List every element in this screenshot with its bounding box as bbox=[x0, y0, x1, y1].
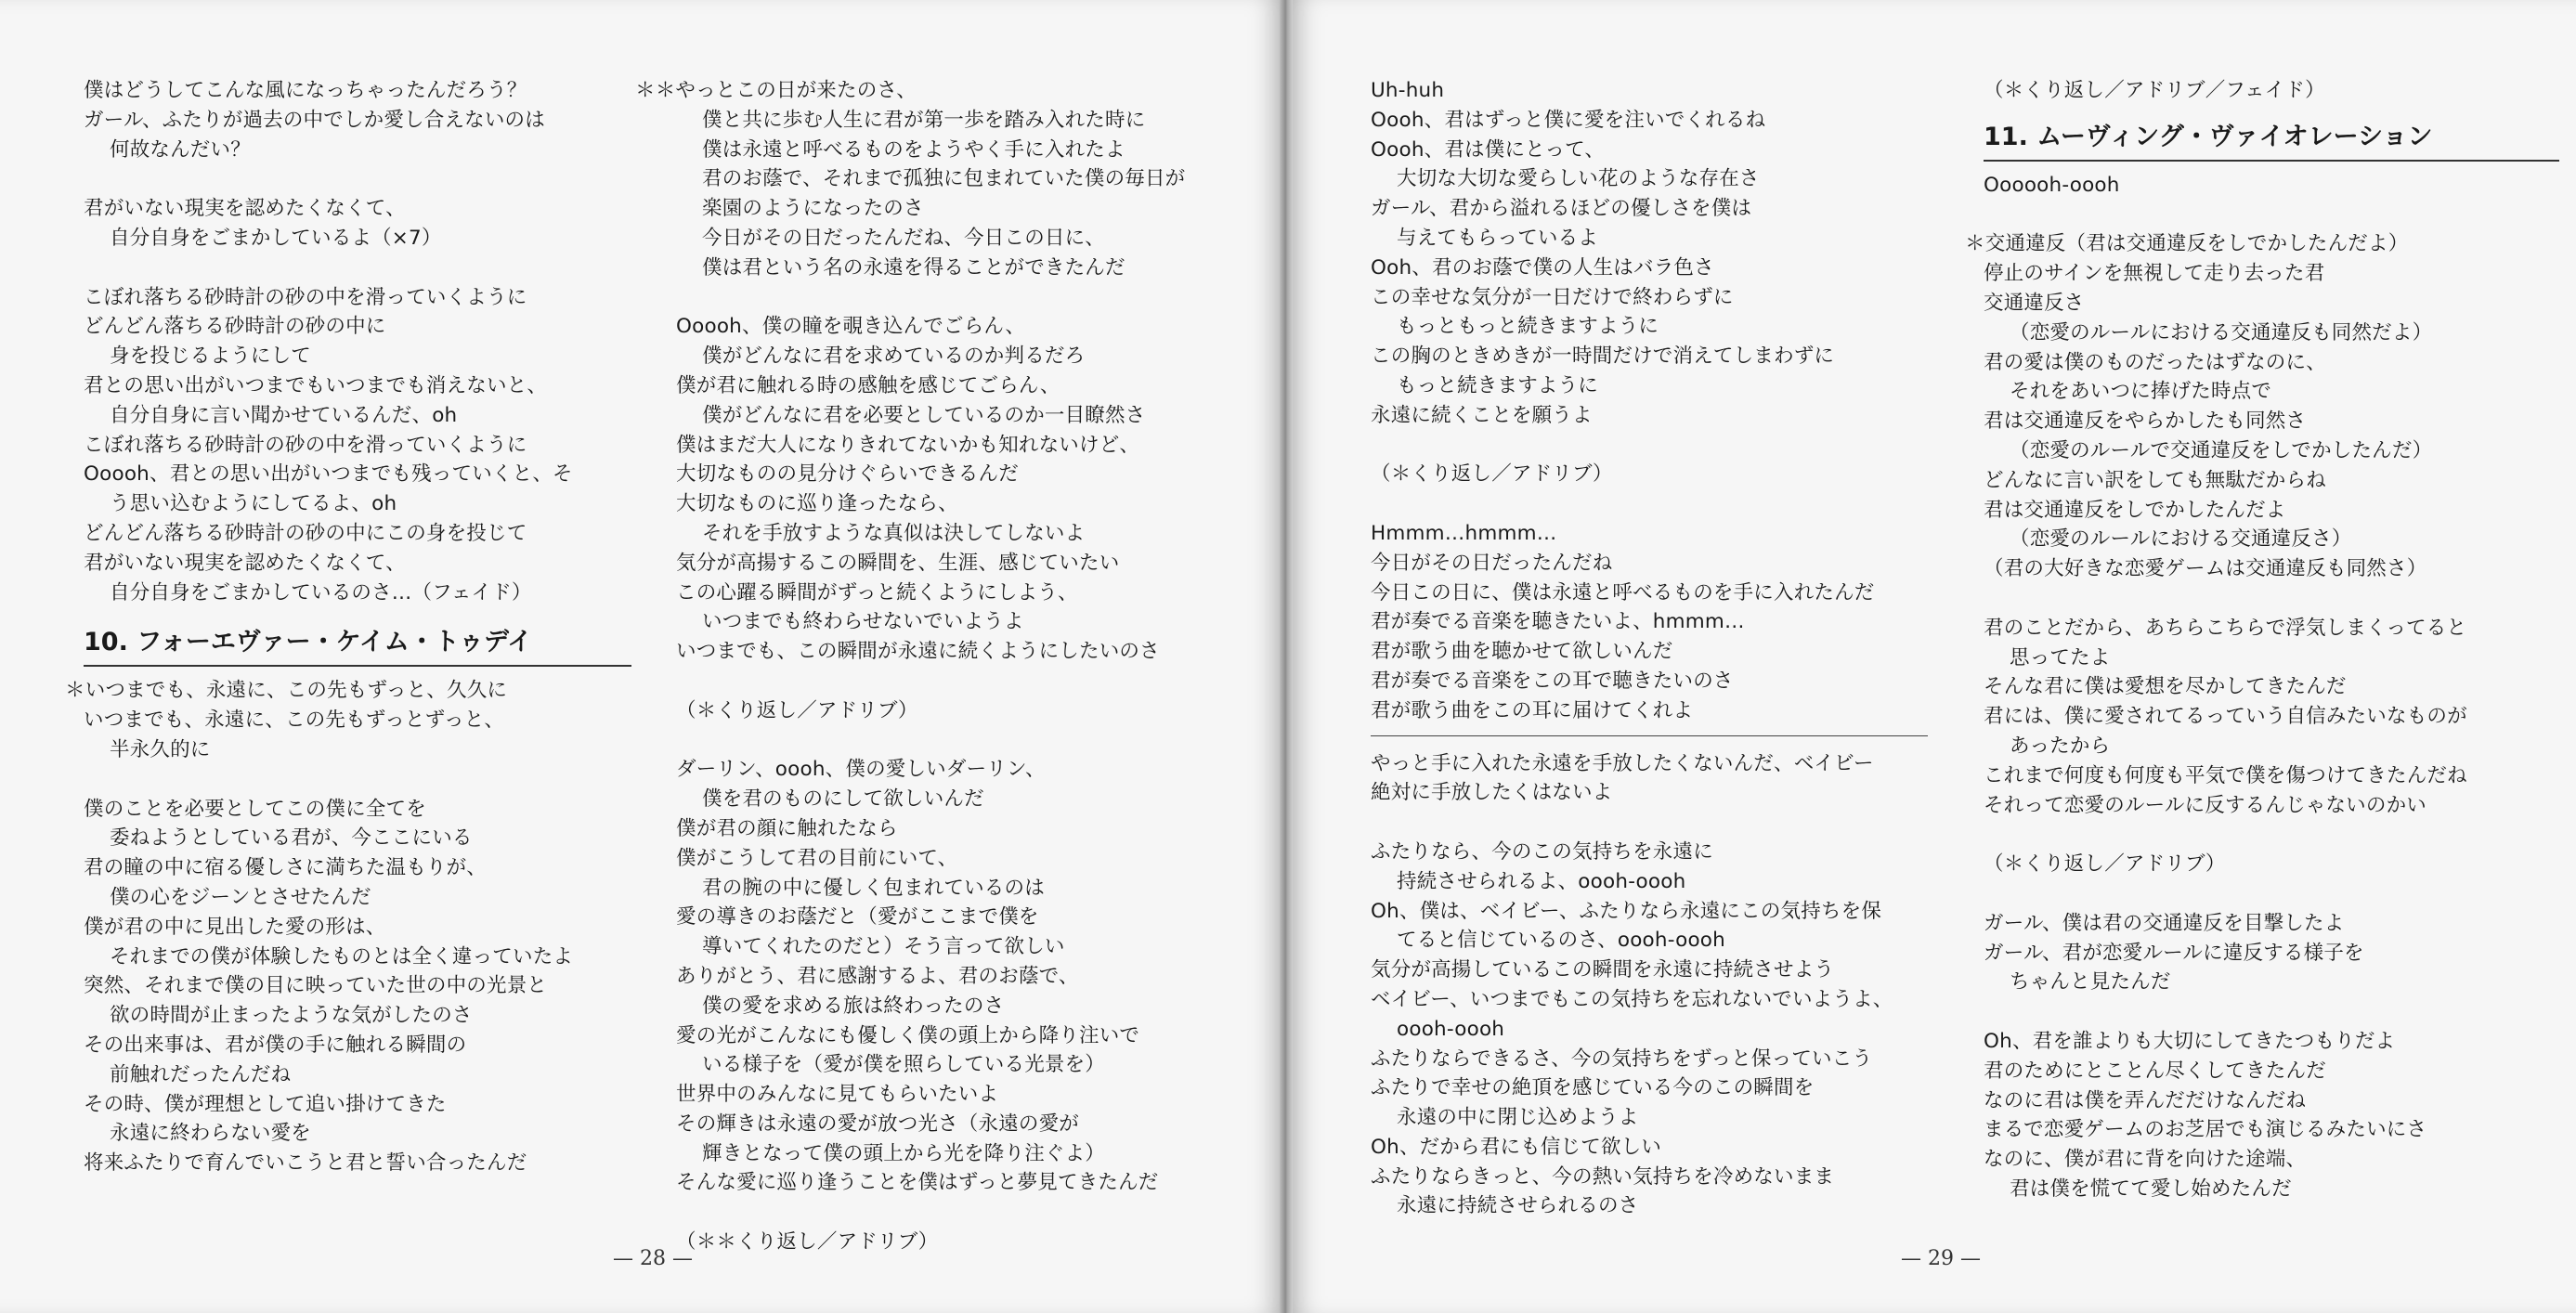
lyric-line: ＊交通違反（君は交通違反をしでかしたんだよ） bbox=[1965, 232, 2409, 256]
lyric-line: いつまでも、この瞬間が永遠に続くようにしたいのさ bbox=[676, 640, 1160, 664]
blank-line bbox=[676, 726, 1252, 756]
lyric-line: Hmmm…hmmm… bbox=[1371, 521, 1557, 545]
blank-line bbox=[676, 667, 1252, 696]
lyric-line: 半永久的に bbox=[110, 737, 211, 761]
blank-line bbox=[1371, 431, 1928, 461]
lyric-line: （恋愛のルールにおける交通違反も同然だよ） bbox=[2010, 320, 2433, 344]
lyric-line: それまでの僕が体験したものとは全く違っていたよ bbox=[110, 944, 574, 968]
lyric-line: なのに、僕が君に背を向けた途端、 bbox=[1984, 1148, 2307, 1172]
lyric-line: てると信じているのさ、oooh-oooh bbox=[1397, 929, 1725, 953]
lyric-line: Oh、僕は、ベイビー、ふたりなら永遠にこの気持ちを保 bbox=[1371, 899, 1882, 923]
lyric-line: 交通違反さ bbox=[1984, 291, 2085, 315]
lyric-line: こぼれ落ちる砂時計の砂の中を滑っていくように bbox=[84, 433, 527, 457]
lyric-line: Oh、君を誰よりも大切にしてきたつもりだよ bbox=[1984, 1029, 2396, 1053]
lyric-line: 僕がこうして君の目前にいて、 bbox=[676, 846, 958, 870]
lyric-line: 僕がどんなに君を求めているのか判るだろ bbox=[702, 344, 1086, 369]
song-heading-10: 10. フォーエヴァー・ケイム・トゥデイ bbox=[84, 624, 631, 667]
section-divider bbox=[1371, 735, 1928, 736]
page-number: — 29 — bbox=[1901, 1247, 1981, 1270]
lyric-line: ガール、君が恋愛ルールに違反する様子を bbox=[1984, 941, 2364, 965]
lyric-line: もっと続きますように bbox=[1397, 373, 1599, 397]
lyric-line: この胸のときめきが一時間だけで消えてしまわずに bbox=[1371, 344, 1835, 369]
lyric-line: こぼれ落ちる砂時計の砂の中を滑っていくように bbox=[84, 285, 527, 309]
lyric-line: ふたりで幸せの絶頂を感じている今のこの瞬間を bbox=[1371, 1076, 1815, 1100]
lyric-line: あったから bbox=[2010, 734, 2111, 758]
lyric-line: （＊くり返し／アドリブ／フェイド） bbox=[1984, 79, 2325, 102]
lyric-line: 永遠の中に閉じ込めようよ bbox=[1397, 1106, 1639, 1130]
lyric-line: 僕が君の顔に触れたなら bbox=[676, 816, 898, 840]
page-number: — 28 — bbox=[613, 1247, 693, 1270]
column-1 bbox=[65, 76, 631, 1178]
lyric-line: 大切なものの見分けぐらいできるんだ bbox=[676, 462, 1019, 487]
lyric-line: それって恋愛のルールに反するんじゃないのかい bbox=[1984, 793, 2426, 817]
lyric-line: 僕のことを必要としてこの僕に全てを bbox=[84, 797, 426, 821]
lyric-line: 僕が君の中に見出した愛の形は、 bbox=[84, 915, 386, 939]
lyric-line: そんな愛に巡り逢うことを僕はずっと夢見てきたんだ bbox=[676, 1171, 1159, 1195]
lyric-line: 君の愛は僕のものだったはずなのに、 bbox=[1984, 350, 2326, 374]
lyric-line: 愛の導きのお蔭だと（愛がここまで僕を bbox=[676, 905, 1039, 930]
lyric-line: この心躍る瞬間がずっと続くようにしよう、 bbox=[676, 580, 1078, 604]
lyric-line: 委ねようとしている君が、今ここにいる bbox=[110, 826, 473, 851]
lyric-line: （恋愛のルールで交通違反をしでかしたんだ） bbox=[2010, 438, 2433, 462]
lyric-line: ＊いつまでも、永遠に、この先もずっと、久久に bbox=[65, 679, 508, 703]
lyric-line: 僕がどんなに君を必要としているのか一目瞭然さ bbox=[702, 403, 1146, 427]
lyric-line: いつまでも、永遠に、この先もずっとずっと、 bbox=[84, 708, 505, 733]
lyric-line: どんなに言い訳をしても無駄だからね bbox=[1984, 468, 2326, 492]
lyric-line: ガール、ふたりが過去の中でしか愛し合えないのは bbox=[84, 108, 545, 132]
column-2 bbox=[635, 76, 1252, 1257]
lyric-line: 今日この日に、僕は永遠と呼べるものを手に入れたんだ bbox=[1371, 580, 1875, 604]
lyric-line: 大切な大切な愛らしい花のような存在さ bbox=[1397, 167, 1760, 191]
blank-line bbox=[1984, 584, 2559, 614]
lyric-line: 自分自身をごまかしているのさ…（フェイド） bbox=[110, 580, 532, 604]
lyric-line: どんどん落ちる砂時計の砂の中にこの身を投じて bbox=[84, 521, 527, 545]
blank-line bbox=[676, 1198, 1252, 1228]
lyric-line: Oooh、君は僕にとって、 bbox=[1371, 137, 1606, 162]
lyric-line: 君のためにとことん尽くしてきたんだ bbox=[1984, 1059, 2326, 1083]
lyric-line: 君のことだから、あちらこちらで浮気しまくってると bbox=[1984, 616, 2467, 640]
lyric-line: まるで恋愛ゲームのお芝居でも演じるみたいにさ bbox=[1984, 1118, 2427, 1142]
lyric-line: （＊くり返し／アドリブ） bbox=[676, 698, 918, 722]
lyric-line: 僕はどうしてこんな風になっちゃったんだろう？ bbox=[84, 79, 527, 102]
lyric-line: どんどん落ちる砂時計の砂の中に bbox=[84, 315, 386, 339]
lyric-line: 君が歌う曲をこの耳に届けてくれよ bbox=[1371, 698, 1694, 722]
lyric-line: そんな君に僕は愛想を尽かしてきたんだ bbox=[1984, 675, 2347, 699]
lyric-line: 欲の時間が止まったような気がしたのさ bbox=[110, 1004, 473, 1028]
right-page bbox=[1293, 0, 2576, 1313]
lyric-line: （君の大好きな恋愛ゲームは交通違反も同然さ） bbox=[1984, 557, 2427, 581]
lyric-line: う思い込むようにしてるよ、oh bbox=[110, 492, 397, 516]
lyric-line: 君のお蔭で、それまで孤独に包まれていた僕の毎日が bbox=[702, 167, 1186, 191]
lyric-line: それをあいつに捧げた時点で bbox=[2010, 380, 2272, 404]
lyric-line: 君が歌う曲を聴かせて欲しいんだ bbox=[1371, 640, 1673, 664]
column-3 bbox=[1371, 76, 1928, 1221]
lyric-line: ふたりならできるさ、今の気持ちをずっと保っていこう bbox=[1371, 1046, 1873, 1071]
blank-line bbox=[84, 254, 631, 283]
lyric-line: （＊＊くり返し／アドリブ） bbox=[676, 1230, 939, 1254]
lyric-line: 僕が君に触れる時の感触を感じてごらん、 bbox=[676, 373, 1060, 397]
lyric-line: 前触れだったんだね bbox=[110, 1062, 292, 1086]
lyric-line: 身を投じるようにして bbox=[110, 344, 312, 369]
lyric-line: 僕の愛を求める旅は終わったのさ bbox=[702, 994, 1005, 1018]
lyric-line: 君は僕を慌てて愛し始めたんだ bbox=[2010, 1176, 2292, 1201]
lyric-line: 僕は永遠と呼べるものをようやく手に入れたよ bbox=[702, 137, 1125, 162]
lyric-line: oooh-oooh bbox=[1397, 1017, 1505, 1041]
lyric-line: 輝きとなって僕の頭上から光を降り注ぐよ） bbox=[702, 1141, 1106, 1165]
lyric-line: 持続させられるよ、oooh-oooh bbox=[1397, 869, 1686, 893]
lyric-line: 自分自身に言い聞かせているんだ、oh bbox=[110, 403, 458, 427]
lyric-line: 停止のサインを無視して走り去った君 bbox=[1984, 262, 2325, 286]
lyric-line: 僕はまだ大人になりきれてないかも知れないけど、 bbox=[676, 433, 1140, 457]
lyric-line: 突然、それまで僕の目に映っていた世の中の光景と bbox=[84, 974, 548, 998]
lyric-line: 永遠に続くことを願うよ bbox=[1371, 403, 1593, 427]
lyric-line: いつまでも終わらせないでいようよ bbox=[702, 610, 1024, 634]
lyric-line: その出来事は、君が僕の手に触れる瞬間の bbox=[84, 1033, 467, 1057]
lyric-line: Ooooh、君との思い出がいつまでも残っていくと、そ bbox=[84, 462, 573, 487]
lyric-line: 与えてもらっているよ bbox=[1397, 226, 1599, 250]
blank-line bbox=[84, 765, 631, 795]
lyric-line: 僕は君という名の永遠を得ることができたんだ bbox=[702, 255, 1125, 280]
lyric-line: （恋愛のルールにおける交通違反さ） bbox=[2010, 527, 2352, 552]
column-4 bbox=[1965, 76, 2559, 1204]
lyric-line: （＊くり返し／アドリブ） bbox=[1984, 852, 2226, 877]
lyric-line: ふたりならきっと、今の熱い気持ちを冷めないまま bbox=[1371, 1164, 1835, 1189]
lyric-line: いる様子を（愛が僕を照らしている光景を） bbox=[702, 1053, 1106, 1077]
lyric-line: 気分が高揚しているこの瞬間を永遠に持続させよう bbox=[1371, 958, 1835, 982]
lyric-line: 気分が高揚するこの瞬間を、生涯、感じていたい bbox=[676, 551, 1120, 575]
lyric-line: 僕の心をジーンとさせたんだ bbox=[110, 885, 371, 909]
lyric-line: Uh-huh bbox=[1371, 79, 1445, 102]
lyric-line: 楽園のようになったのさ bbox=[702, 197, 924, 221]
lyric-line: その時、僕が理想として追い掛けてきた bbox=[84, 1092, 447, 1116]
blank-line bbox=[676, 283, 1252, 313]
lyric-line: Ooh、君のお蔭で僕の人生はバラ色さ bbox=[1371, 255, 1714, 280]
left-page bbox=[0, 0, 1280, 1313]
lyric-line: 永遠に終わらない愛を bbox=[110, 1122, 312, 1146]
lyric-line: 愛の光がこんなにも優しく僕の頭上から降り注いで bbox=[676, 1023, 1140, 1047]
blank-line bbox=[1371, 808, 1928, 838]
lyric-line: 導いてくれたのだと）そう言って欲しい bbox=[702, 935, 1065, 959]
lyric-line: 絶対に手放したくはないよ bbox=[1371, 781, 1613, 805]
lyric-line: 君には、僕に愛されてるっていう自信みたいなものが bbox=[1984, 705, 2467, 729]
blank-line bbox=[1984, 820, 2559, 850]
book-spine bbox=[1280, 0, 1293, 1313]
lyric-line: 君が奏でる音楽を聴きたいよ、hmmm… bbox=[1371, 610, 1745, 634]
lyric-line: 君が奏でる音楽をこの耳で聴きたいのさ bbox=[1371, 669, 1734, 693]
lyric-line: もっともっと続きますように bbox=[1397, 315, 1659, 339]
lyric-line: 今日がその日だったんだね bbox=[1371, 551, 1613, 575]
lyric-line: 君は交通違反をやらかしたも同然さ bbox=[1984, 410, 2307, 434]
lyric-line: ありがとう、君に感謝するよ、君のお蔭で、 bbox=[676, 964, 1079, 988]
lyric-line: Oooh、君はずっと僕に愛を注いでくれるね bbox=[1371, 108, 1766, 132]
lyric-line: やっと手に入れた永遠を手放したくないんだ、ベイビー bbox=[1371, 751, 1874, 775]
lyric-line: 君は交通違反をしでかしたんだよ bbox=[1984, 498, 2286, 522]
blank-line bbox=[84, 164, 631, 194]
lyric-line: ガール、君から溢れるほどの優しさを僕は bbox=[1371, 197, 1752, 221]
lyric-line: 君がいない現実を認めたくなくて、 bbox=[84, 551, 406, 575]
lyric-line: （＊くり返し／アドリブ） bbox=[1371, 462, 1613, 487]
lyric-line: 君の腕の中に優しく包まれているのは bbox=[702, 876, 1045, 900]
lyric-line: これまで何度も何度も平気で僕を傷つけてきたんだね bbox=[1984, 763, 2467, 787]
lyric-line: それを手放すような真似は決してしないよ bbox=[702, 521, 1086, 545]
blank-line bbox=[1984, 997, 2559, 1027]
song-heading-11: 11. ムーヴィング・ヴァイオレーション bbox=[1984, 119, 2559, 162]
lyric-line: 君の瞳の中に宿る優しさに満ちた温もりが、 bbox=[84, 856, 488, 880]
lyric-line: 僕を君のものにして欲しいんだ bbox=[702, 787, 984, 812]
lyric-line: ベイビー、いつまでもこの気持ちを忘れないでいようよ、 bbox=[1371, 987, 1893, 1011]
lyric-line: 何故なんだい？ bbox=[110, 137, 251, 162]
blank-line bbox=[1984, 201, 2559, 230]
lyric-line: 永遠に持続させられるのさ bbox=[1397, 1194, 1639, 1218]
lyric-line: ダーリン、oooh、僕の愛しいダーリン、 bbox=[676, 758, 1046, 782]
lyric-line: 僕と共に歩む人生に君が第一歩を踏み入れた時に bbox=[702, 108, 1146, 132]
lyric-line: ふたりなら、今のこの気持ちを永遠に bbox=[1371, 839, 1713, 864]
lyric-line: 大切なものに巡り逢ったなら、 bbox=[676, 492, 958, 516]
lyric-line: この幸せな気分が一日だけで終わらずに bbox=[1371, 285, 1734, 309]
lyric-line: ＊＊やっとこの日が来たのさ、 bbox=[635, 79, 917, 102]
lyric-line: Ooooh、僕の瞳を覗き込んでごらん、 bbox=[676, 315, 1026, 339]
blank-line bbox=[1371, 489, 1928, 519]
lyric-line: その輝きは永遠の愛が放つ光さ（永遠の愛が bbox=[676, 1112, 1080, 1136]
lyric-line: 世界中のみんなに見てもらいたいよ bbox=[676, 1083, 999, 1107]
lyric-line: Oh、だから君にも信じて欲しい bbox=[1371, 1135, 1662, 1159]
lyric-line: なのに君は僕を弄んだだけなんだね bbox=[1984, 1088, 2307, 1112]
lyric-line: 思ってたよ bbox=[2010, 645, 2111, 670]
lyric-line: 将来ふたりで育んでいこうと君と誓い合ったんだ bbox=[84, 1151, 527, 1176]
lyric-line: 君との思い出がいつまでもいつまでも消えないと、 bbox=[84, 373, 548, 397]
lyric-line: 自分自身をごまかしているよ（×7） bbox=[110, 226, 442, 250]
lyric-line: 今日がその日だったんだね、今日この日に、 bbox=[702, 226, 1106, 250]
lyric-line: Oooooh-oooh bbox=[1984, 173, 2120, 197]
lyric-line: ガール、僕は君の交通違反を目撃したよ bbox=[1984, 911, 2345, 935]
lyric-line: 君がいない現実を認めたくなくて、 bbox=[84, 197, 406, 221]
blank-line bbox=[1984, 879, 2559, 909]
lyric-line: ちゃんと見たんだ bbox=[2010, 970, 2171, 994]
